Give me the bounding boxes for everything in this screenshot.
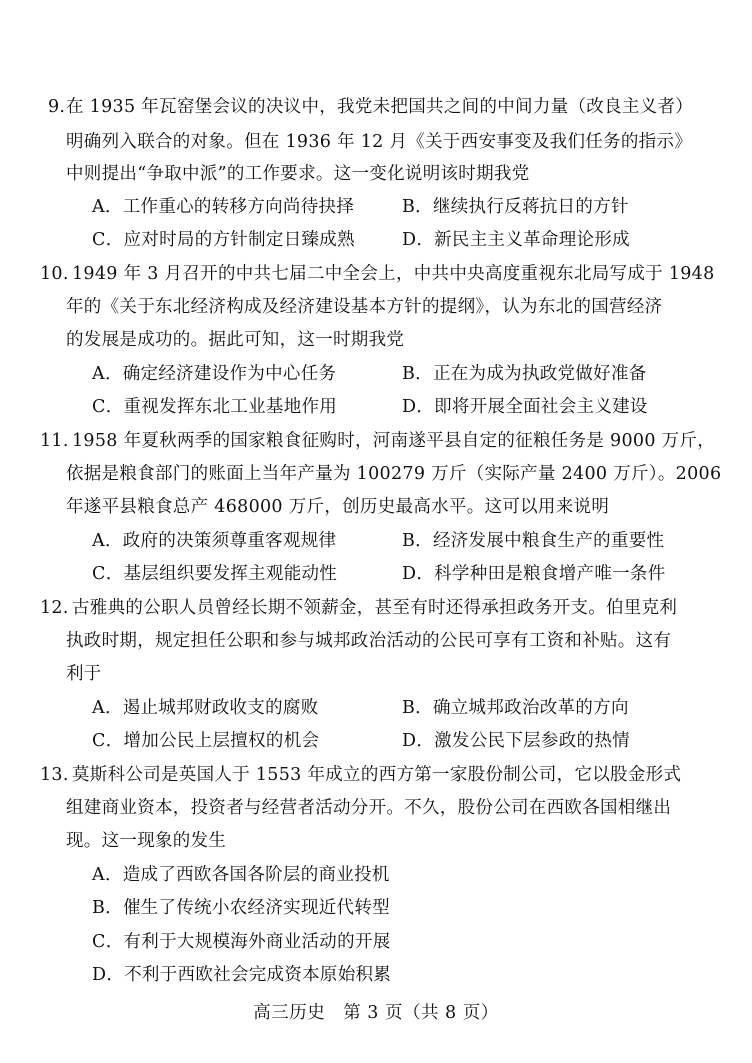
option-b: B．继续执行反蒋抗日的方针 — [402, 197, 629, 217]
question-number: 13. — [40, 765, 69, 785]
page-footer: 高三历史 第 3 页（共 8 页） — [253, 1003, 499, 1023]
question-stem-line: 组建商业资本，投资者与经营者活动分开。不久，股份公司在西欧各国相继出 — [66, 798, 672, 818]
option-a: A．遏止城邦财政收支的腐败 — [92, 698, 319, 718]
option-d: D．即将开展全面社会主义建设 — [402, 397, 648, 417]
option-a: A．政府的决策须尊重客观规律 — [92, 531, 337, 551]
question-stem-line: 利于 — [66, 664, 102, 684]
question-stem-line: 在 1935 年瓦窑堡会议的决议中，我党未把国共之间的中间力量（改良主义者） — [66, 97, 694, 117]
question-number: 11. — [40, 431, 69, 451]
question-stem-line: 年遂平县粮食总产 468000 万斤，创历史最高水平。这可以用来说明 — [66, 497, 610, 517]
option-a: A．造成了西欧各国各阶层的商业投机 — [92, 865, 390, 885]
question-stem-line: 年的《关于东北经济构成及经济建设基本方针的提纲》，认为东北的国营经济 — [66, 297, 663, 317]
option-c: C．基层组织要发挥主观能动性 — [92, 564, 338, 584]
option-b: B．确立城邦政治改革的方向 — [402, 698, 629, 718]
option-a: A．确定经济建设作为中心任务 — [92, 364, 337, 384]
option-c: C．有利于大规模海外商业活动的开展 — [92, 932, 391, 952]
question-stem-line: 执政时期，规定担任公职和参与城邦政治活动的公民可享有工资和补贴。这有 — [66, 631, 672, 651]
option-d: D．激发公民下层参政的热情 — [402, 731, 630, 751]
question-stem-line: 现。这一现象的发生 — [66, 831, 227, 851]
option-d: D．科学种田是粮食增产唯一条件 — [402, 564, 666, 584]
question-stem-line: 的发展是成功的。据此可知，这一时期我党 — [66, 330, 405, 350]
question-stem-line: 1949 年 3 月召开的中共七届二中全会上，中共中央高度重视东北局写成于 1948 — [72, 264, 715, 284]
option-b: B．正在为成为执政党做好准备 — [402, 364, 647, 384]
question-stem-line: 1958 年夏秋两季的国家粮食征购时，河南遂平县自定的征粮任务是 9000 万斤， — [72, 431, 716, 451]
question-number: 12. — [40, 598, 69, 618]
question-stem-line: 明确列入联合的对象。但在 1936 年 12 月《关于西安事变及我们任务的指示》 — [66, 132, 693, 152]
option-d: D．新民主主义革命理论形成 — [402, 230, 630, 250]
question-stem-line: 古雅典的公职人员曾经长期不领薪金，甚至有时还得承担政务开支。伯里克利 — [72, 598, 678, 618]
option-c: C．重视发挥东北工业基地作用 — [92, 397, 338, 417]
option-b: B．经济发展中粮食生产的重要性 — [402, 531, 665, 551]
question-stem-line: 依据是粮食部门的账面上当年产量为 100279 万斤（实际产量 2400 万斤）。2006 — [66, 464, 722, 484]
question-number: 10. — [40, 264, 69, 284]
option-a: A．工作重心的转移方向尚待抉择 — [92, 197, 355, 217]
option-b: B．催生了传统小农经济实现近代转型 — [92, 898, 390, 918]
question-stem-line: 莫斯科公司是英国人于 1553 年成立的西方第一家股份制公司，它以股金形式 — [72, 765, 682, 785]
question-stem-line: 中则提出“争取中派”的工作要求。这一变化说明该时期我党 — [66, 164, 530, 184]
question-number: 9. — [48, 97, 66, 117]
option-c: C．增加公民上层擅权的机会 — [92, 731, 320, 751]
option-d: D．不利于西欧社会完成资本原始积累 — [92, 965, 392, 985]
option-c: C．应对时局的方针制定日臻成熟 — [92, 230, 355, 250]
